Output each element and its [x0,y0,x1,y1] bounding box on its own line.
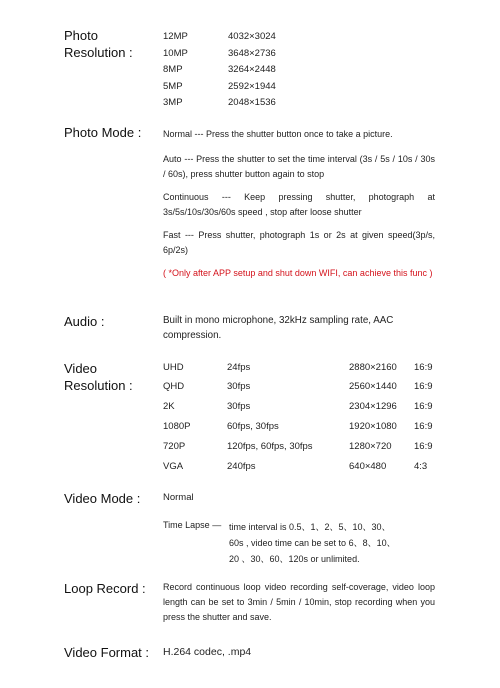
photo-resolution-label: Photo Resolution : [64,28,133,60]
video-mode-timelapse-line: 20 、30、60、120s or unlimited. [229,554,360,564]
video-format-label: Video Format : [64,645,150,660]
photo-mode-normal: Normal --- Press the shutter button once to take a picture. [163,129,393,139]
photo-mode-note: ( *Only after APP setup and shut down WIFI, can achieve this func ) [163,268,433,278]
loop-record-label: Loop Record : [64,581,146,596]
video-mode-normal: Normal [163,492,194,503]
photo-mode-fast: Fast --- Press shutter, photograph 1s or 2s at given speed(3p/s, 6p/2s) [163,230,435,255]
video-resolution-label: Video Resolution : [64,361,133,393]
video-mode-timelapse-line: time interval is 0.5、1、2、5、10、30、 [229,522,391,532]
photo-mode-auto: Auto --- Press the shutter to set the time interval (3s / 5s / 10s / 30s / 60s), press shutter button again to stop [163,154,435,179]
video-format-text: H.264 codec, .mp4 [163,646,252,658]
audio-text: Built in mono microphone, 32kHz sampling rate, AAC compression. [163,315,394,341]
photo-mode-label: Photo Mode : [64,125,142,140]
audio-label: Audio : [64,314,105,329]
video-mode-timelapse-line: 60s , video time can be set to 6、8、10、 [229,538,396,548]
photo-mode-continuous: Continuous --- Keep pressing shutter, photograph at 3s/5s/10s/30s/60s speed , stop after loose shutter [163,192,435,217]
video-mode-timelapse-prefix: Time Lapse — [163,520,222,530]
loop-record-text: Record continuous loop video recording self-coverage, video loop length can be set to 3min / 5min / 10min, stop recording when you press the shutter and save. [163,582,435,622]
video-mode-label: Video Mode : [64,491,141,506]
